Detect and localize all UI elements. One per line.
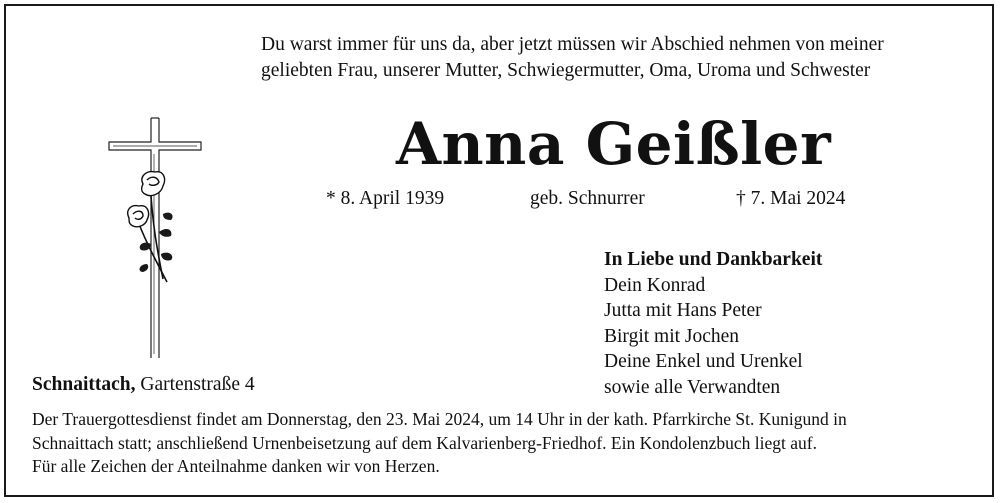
mourner-line: Birgit mit Jochen — [604, 325, 740, 347]
maiden-name: geb. Schnurrer — [530, 188, 645, 209]
intro-line-1: Du warst immer für uns da, aber jetzt müssen wir Abschied nehmen von meiner — [261, 34, 884, 55]
service-line-1: Der Trauergottesdienst findet am Donnerstag, den 23. Mai 2024, um 14 Uhr in der kath. Pfarrkirche St. Kunigund in — [32, 409, 847, 429]
address-street: Gartenstraße 4 — [140, 374, 255, 395]
mourner-line: sowie alle Verwandten — [604, 376, 781, 398]
mourners-heading: In Liebe und Dankbarkeit — [604, 249, 823, 270]
intro-line-2: geliebten Frau, unserer Mutter, Schwiegermutter, Oma, Uroma und Schwester — [261, 60, 871, 81]
mourner-line: Dein Konrad — [604, 274, 706, 296]
mourner-line: Deine Enkel und Urenkel — [604, 351, 803, 372]
obituary-notice — [4, 4, 994, 497]
birth-date: * 8. April 1939 — [326, 188, 445, 209]
intro-text — [261, 32, 981, 84]
service-line-2: Schnaittach statt; anschließend Urnenbeisetzung auf dem Kalvarienberg-Friedhof. Ein Kondolenzbuch liegt auf. — [32, 432, 817, 453]
mourner-line: Jutta mit Hans Peter — [604, 300, 762, 321]
mourners-list — [604, 247, 822, 400]
service-line-3: Für alle Zeichen der Anteilnahme danken wir von Herzen. — [32, 456, 440, 476]
cross-with-roses-icon — [101, 114, 211, 362]
service-info — [32, 408, 982, 479]
deceased-name: Anna Geißler — [396, 110, 832, 178]
address-town: Schnaittach, — [32, 374, 136, 395]
address — [32, 374, 255, 396]
death-date: † 7. Mai 2024 — [736, 188, 846, 209]
